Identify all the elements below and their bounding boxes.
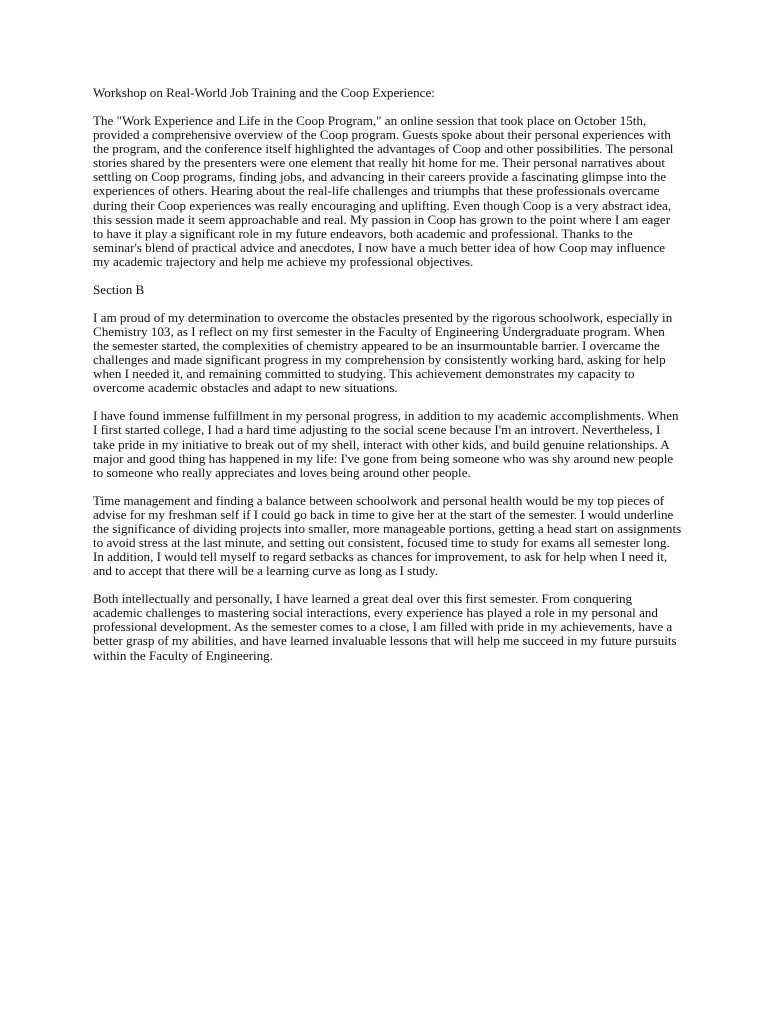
- document-title: Workshop on Real-World Job Training and the Coop Experience:: [93, 85, 435, 100]
- body-paragraph: Both intellectually and personally, I have learned a great deal over this first semester. From conquering academic challenges to mastering social interactions, every experience has played a role in my personal and professional development. As the semester comes to a close, I am filled with pride in my achievements, have a better grasp of my abilities, and have learned invaluable lessons that will help me succeed in my future pursuits within the Faculty of Engineering.: [93, 591, 677, 663]
- document-page: [93, 86, 683, 677]
- body-paragraph: I have found immense fulfillment in my personal progress, in addition to my academic accomplishments. When I first started college, I had a hard time adjusting to the social scene because I'm an introvert. Nevertheless, I take pride in my initiative to break out of my shell, interact with other kids, and build genuine relationships. A major and good thing has happened in my life: I've gone from being someone who was shy around new people to someone who really appreciates and loves being around other people.: [93, 408, 679, 480]
- body-paragraph: Time management and finding a balance between schoolwork and personal health would be my top pieces of advise for my freshman self if I could go back in time to give her at the start of the semester. I would underline the significance of dividing projects into smaller, more manageable portions, getting a head start on assignments to avoid stress at the last minute, and setting out consistent, focused time to study for exams all semester long. In addition, I would tell myself to regard setbacks as chances for improvement, to ask for help when I need it, and to accept that there will be a learning curve as long as I study.: [93, 492, 682, 579]
- body-paragraph: I am proud of my determination to overcome the obstacles presented by the rigorous schoolwork, especially in Chemistry 103, as I reflect on my first semester in the Faculty of Engineering Undergraduate program. When the semester started, the complexities of chemistry appeared to be an insurmountable barrier. I overcame the challenges and made significant progress in my comprehension by consistently working hard, asking for help when I needed it, and remaining committed to studying. This achievement demonstrates my capacity to overcome academic obstacles and adapt to new situations.: [93, 309, 673, 396]
- section-heading: Section B: [93, 281, 145, 297]
- intro-paragraph: The "Work Experience and Life in the Coop Program," an online session that took place on October 15th, provided a comprehensive overview of the Coop program. Guests spoke about their personal experiences with the program, and the conference itself highlighted the advantages of Coop and other possibilities. The personal stories shared by the presenters were one element that really hit home for me. Their personal narratives about settling on Coop programs, finding jobs, and advancing in their careers provide a fascinating glimpse into the experiences of others. Hearing about the real-life challenges and triumphs that these professionals overcame during their Coop experiences was really encouraging and uplifting. Even though Coop is a very abstract idea, this session made it seem approachable and real. My passion in Coop has grown to the point where I am eager to have it play a significant role in my future endeavors, both academic and professional. Thanks to the seminar's blend of practical advice and anecdotes, I now have a much better idea of how Coop may influence my academic trajectory and help me achieve my professional objectives.: [93, 112, 674, 269]
